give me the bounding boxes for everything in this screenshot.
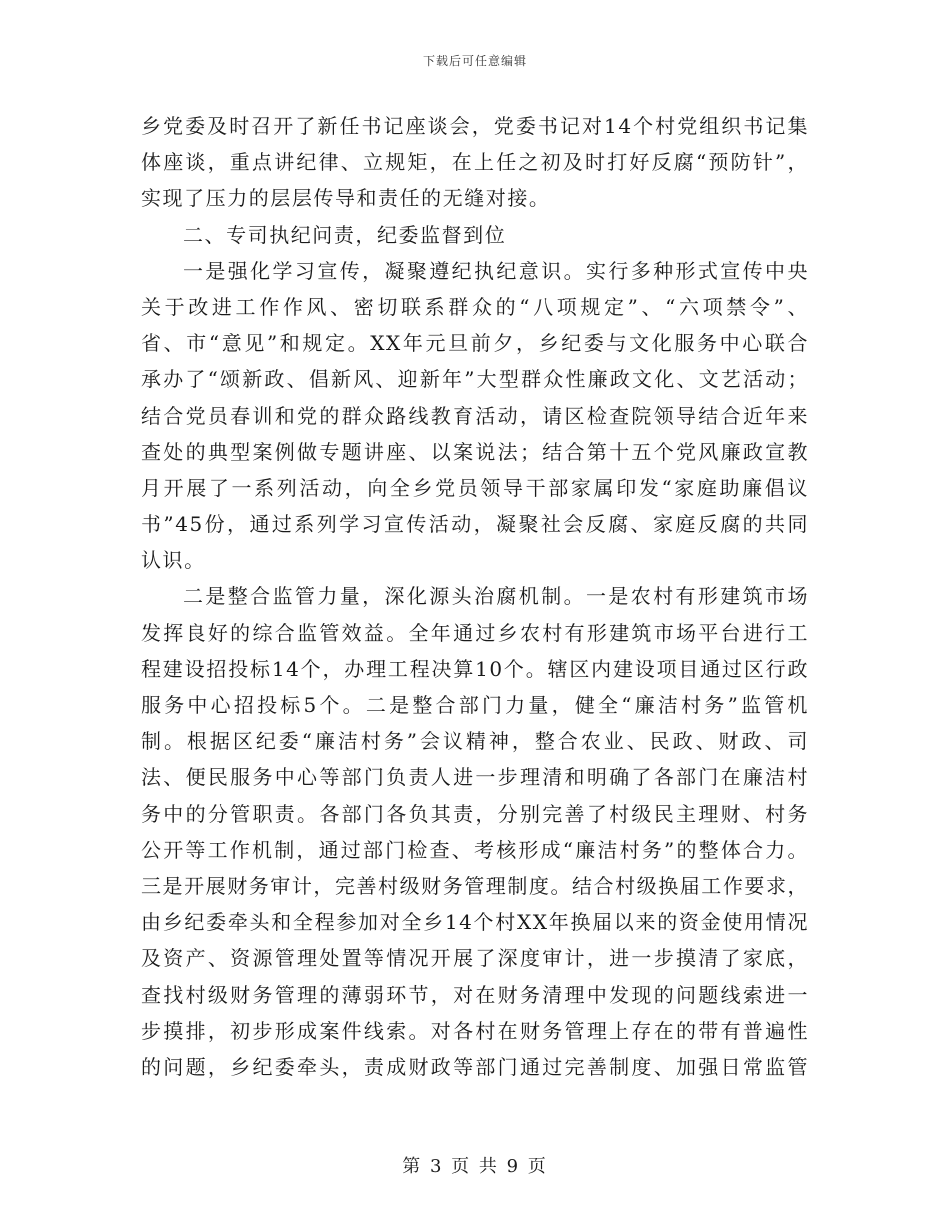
body-line: 二是整合监管力量，深化源头治腐机制。一是农村有形建筑市场	[183, 584, 809, 609]
body-line: 及资产、资源管理处置等情况开展了深度审计，进一步摸清了家底，	[141, 946, 809, 971]
body-line: 查找村级财务管理的薄弱环节，对在财务清理中发现的问题线索进一	[141, 982, 809, 1007]
body-line: 的问题，乡纪委牵头，责成财政等部门通过完善制度、加强日常监管	[141, 1054, 809, 1079]
page-number: 第 3 页 共 9 页	[402, 1156, 548, 1177]
body-line: 查处的典型案例做专题讲座、以案说法；结合第十五个党风廉政宣教	[141, 439, 809, 464]
body-line: 由乡纪委牵头和全程参加对全乡14个村XX年换届以来的资金使用情况	[141, 910, 809, 935]
body-line: 程建设招投标14个，办理工程决算10个。辖区内建设项目通过区行政	[141, 656, 809, 681]
body-line: 月开展了一系列活动，向全乡党员领导干部家属印发“家庭助廉倡议	[141, 475, 809, 500]
body-line: 关于改进工作作风、密切联系群众的“八项规定”、“六项禁令”、	[141, 294, 809, 319]
body-line: 步摸排，初步形成案件线索。对各村在财务管理上存在的带有普遍性	[141, 1018, 809, 1043]
body-line: 制。根据区纪委“廉洁村务”会议精神，整合农业、民政、财政、司	[141, 729, 809, 754]
body-line: 三是开展财务审计，完善村级财务管理制度。结合村级换届工作要求，	[141, 873, 810, 898]
body-line: 服务中心招投标5个。二是整合部门力量，健全“廉洁村务”监管机	[141, 693, 809, 717]
body-line: 一是强化学习宣传，凝聚遵纪执纪意识。实行多种形式宣传中央	[183, 258, 809, 283]
document-body	[141, 108, 809, 1085]
body-line: 体座谈，重点讲纪律、立规矩，在上任之初及时打好反腐“预防针”，	[141, 150, 809, 175]
page-header-note: 下载后可任意编辑	[422, 54, 527, 68]
body-line: 书”45份，通过系列学习宣传活动，凝聚社会反腐、家庭反腐的共同	[141, 512, 809, 537]
body-line: 务中的分管职责。各部门各负其责，分别完善了村级民主理财、村务	[141, 801, 809, 826]
body-line: 省、市“意见”和规定。XX年元旦前夕，乡纪委与文化服务中心联合	[141, 331, 809, 356]
body-line: 结合党员春训和党的群众路线教育活动，请区检查院领导结合近年来	[141, 403, 809, 428]
section-heading: 二、专司执纪问责，纪委监督到位	[183, 222, 507, 247]
body-line: 法、便民服务中心等部门负责人进一步理清和明确了各部门在廉洁村	[141, 765, 809, 790]
body-line: 承办了“颂新政、倡新风、迎新年”大型群众性廉政文化、文艺活动；	[141, 367, 809, 392]
body-line: 认识。	[141, 548, 206, 573]
body-line: 发挥良好的综合监管效益。全年通过乡农村有形建筑市场平台进行工	[141, 620, 809, 645]
body-line: 乡党委及时召开了新任书记座谈会，党委书记对14个村党组织书记集	[141, 114, 809, 138]
body-line: 公开等工作机制，通过部门检查、考核形成“廉洁村务”的整体合力。	[141, 837, 809, 862]
body-line: 实现了压力的层层传导和责任的无缝对接。	[141, 186, 551, 211]
